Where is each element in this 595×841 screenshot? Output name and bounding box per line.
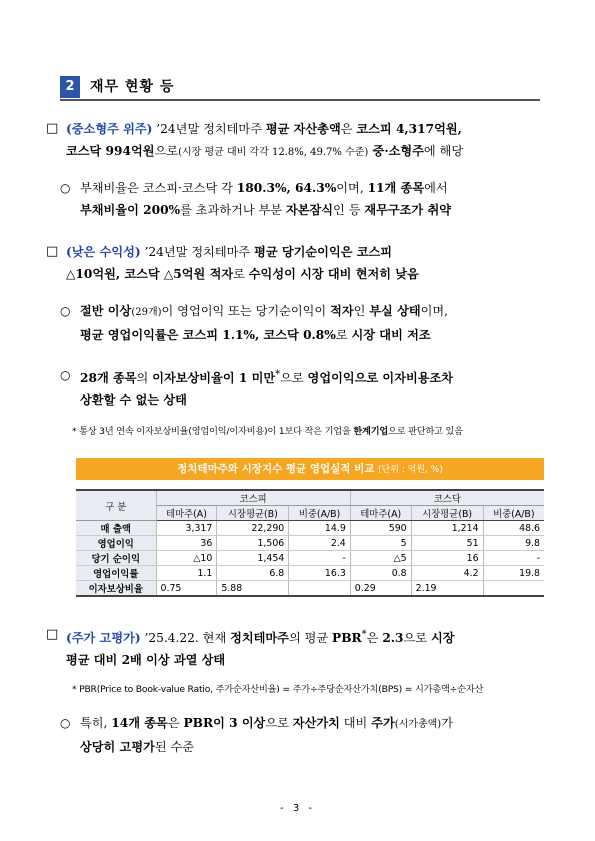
- table-cell: 1,506: [217, 536, 289, 551]
- table-row: [76, 551, 544, 566]
- table-title: 정치테마주와 시장지수 평균 영업실적 비교: [177, 463, 375, 475]
- text: 이며,: [336, 181, 368, 195]
- sub-paragraph-interest-coverage: [60, 364, 453, 411]
- table-cell: 5.88: [217, 581, 289, 597]
- text: 의 평균: [288, 631, 333, 646]
- text: 180.3%, 64.3%: [236, 181, 337, 195]
- checkbox-bullet-icon: □: [46, 244, 59, 259]
- section-divider: [60, 99, 540, 101]
- text: 상당히 고평가: [80, 740, 155, 754]
- table-cell: △5: [350, 551, 411, 566]
- table-cell: 2.4: [289, 536, 351, 551]
- text: (시장 평균 대비 각각 12.8%, 49.7% 수준): [178, 147, 369, 158]
- subheader: 시장평균(B): [411, 506, 483, 521]
- text: 평균 영업이익률은 코스피 1.1%, 코스닥 0.8%: [80, 328, 336, 342]
- text: 으로: [265, 716, 293, 730]
- subheader: 시장평균(B): [217, 506, 289, 521]
- text: 평균 당기순이익은 코스피: [254, 245, 393, 259]
- text: 2.3: [382, 631, 404, 646]
- circle-bullet-icon: ○: [60, 304, 71, 318]
- text: 재무구조가 취약: [364, 203, 451, 217]
- table-cell: 4.2: [411, 566, 483, 581]
- paragraph-overvaluation: [46, 624, 455, 671]
- text: 에 해당: [423, 144, 464, 158]
- table-cell: 3,317: [156, 521, 217, 536]
- circle-bullet-icon: ○: [60, 181, 71, 195]
- table-cell: 0.75: [156, 581, 217, 597]
- text: 11개 종목: [367, 181, 425, 195]
- table-cell: -: [289, 551, 351, 566]
- text: 부실 상태: [369, 304, 421, 318]
- text: 수익성이 시장 대비 현저히 낮음: [248, 267, 419, 281]
- table-cell: 590: [350, 521, 411, 536]
- text: 의: [136, 371, 153, 386]
- text: 은: [167, 716, 184, 730]
- text: 로: [233, 267, 249, 281]
- text: 28개 종목: [80, 371, 137, 386]
- subheader: 비중(A/B): [289, 506, 351, 521]
- table-cell: 16.3: [289, 566, 351, 581]
- table-unit: (단위 : 억원, %): [378, 465, 443, 475]
- paragraph-asset-size: [46, 118, 463, 164]
- text: 주가: [371, 716, 395, 730]
- table-cell: 0.8: [350, 566, 411, 581]
- table-cell: 6.8: [217, 566, 289, 581]
- footnote-marker: *: [275, 369, 281, 380]
- page-number: - 3 -: [280, 803, 315, 814]
- table-cell: 14.9: [289, 521, 351, 536]
- table-header-row: [76, 490, 544, 506]
- checkbox-bullet-icon: □: [46, 627, 59, 642]
- section-header: [60, 76, 540, 98]
- table-cell: 1.1: [156, 566, 217, 581]
- text: 시장 대비 저조: [351, 328, 431, 342]
- text: 자본잠식: [285, 203, 334, 217]
- section-title: 재무 현황 등: [90, 79, 175, 95]
- table-row: [76, 581, 544, 597]
- subheader: 테마주(A): [156, 506, 217, 521]
- checkbox-bullet-icon: □: [46, 121, 59, 136]
- paragraph-profitability: [46, 241, 419, 285]
- table-row: [76, 536, 544, 551]
- text: △10억원, 코스닥 △5억원 적자: [66, 267, 234, 281]
- topic-tag: (낮은 수익성): [66, 245, 141, 259]
- table-cell: 36: [156, 536, 217, 551]
- text: 으로: [280, 371, 308, 386]
- footnote-pbr-definition: [72, 683, 483, 697]
- text: ’24년말 정치테마주: [140, 245, 255, 259]
- text: 정치테마주: [230, 631, 289, 646]
- row-label: 이자보상비율: [76, 581, 156, 597]
- table-row: [76, 566, 544, 581]
- text: 평균 자산총액: [265, 122, 341, 136]
- subheader: 비중(A/B): [483, 506, 544, 521]
- table-title-bar: [76, 458, 544, 480]
- text: 부채비율은 코스피·코스닥 각: [80, 181, 237, 195]
- section-number: 2: [60, 76, 80, 98]
- header-group-kospi: 코스피: [156, 490, 350, 506]
- text: * 통상 3년 연속 이자보상비율(영업이익/이자비용)이 1보다 작은 기업을: [72, 426, 354, 437]
- text: 은: [366, 631, 383, 646]
- text: 로: [335, 328, 352, 342]
- table-cell: [289, 581, 351, 597]
- text: 인 등: [333, 203, 365, 217]
- circle-bullet-icon: ○: [60, 716, 71, 730]
- footnote-marginal-company: [72, 425, 463, 439]
- table-cell: 1,454: [217, 551, 289, 566]
- text: 이 영업이익 또는 당기순이익이: [161, 304, 331, 318]
- row-label: 영업이익률: [76, 566, 156, 581]
- table-cell: 2.19: [411, 581, 483, 597]
- text: 적자: [330, 304, 354, 318]
- text: * PBR(Price to Book-value Ratio, 주가순자산비율) = 주가÷주당순자산가치(BPS) = 시가총액÷순자산: [72, 684, 484, 695]
- text: 으로 판단하고 있음: [388, 426, 463, 437]
- text: 으로: [403, 631, 431, 646]
- topic-tag: (중소형주 위주): [66, 122, 153, 136]
- text: 14개 종목: [111, 716, 168, 730]
- table-cell: 16: [411, 551, 483, 566]
- circle-bullet-icon: ○: [60, 368, 71, 382]
- text: 상환할 수 없는 상태: [80, 393, 187, 408]
- topic-tag: (주가 고평가): [66, 631, 141, 646]
- table-row: [76, 521, 544, 536]
- table-cell: 22,290: [217, 521, 289, 536]
- text: 에서: [424, 181, 448, 195]
- row-label: 매 출액: [76, 521, 156, 536]
- text: (시가총액): [394, 719, 442, 730]
- text: 코스닥 994억원: [66, 144, 155, 158]
- row-label: 영업이익: [76, 536, 156, 551]
- table-cell: 9.8: [483, 536, 544, 551]
- table-cell: 1,214: [411, 521, 483, 536]
- text: 으로: [154, 144, 179, 158]
- text: 특히,: [80, 716, 112, 730]
- text: 된 수준: [154, 740, 195, 754]
- text: ’24년말 정치테마주: [152, 122, 266, 136]
- text: 코스피 4,317억원,: [356, 122, 462, 136]
- text: 부채비율이 200%: [80, 203, 181, 217]
- text: 은: [340, 122, 357, 136]
- text: 이자보상비율이 1 미만: [152, 371, 276, 386]
- table-cell: [483, 581, 544, 597]
- financial-comparison-table: [76, 489, 544, 597]
- text: 절반 이상: [80, 304, 132, 318]
- row-label: 당기 순이익: [76, 551, 156, 566]
- text: 가: [441, 716, 453, 730]
- text: 중·소형주: [368, 144, 424, 158]
- text: 한계기업: [353, 426, 389, 437]
- text: 인: [353, 304, 370, 318]
- text: 평균 대비 2배 이상 과열 상태: [66, 653, 226, 668]
- text: PBR이 3 이상: [183, 716, 266, 730]
- sub-paragraph-high-pbr: [60, 712, 453, 758]
- text: 영업이익으로 이자비용조차: [307, 371, 454, 386]
- text: ’25.4.22. 현재: [140, 631, 231, 646]
- sub-paragraph-deficit: [60, 300, 448, 346]
- table-cell: △10: [156, 551, 217, 566]
- header-category: 구 분: [76, 490, 156, 521]
- text: 자산가치: [292, 716, 340, 730]
- text: 를 초과하거나 부분: [180, 203, 286, 217]
- sub-paragraph-debt-ratio: [60, 177, 451, 221]
- table-cell: 5: [350, 536, 411, 551]
- text: 대비: [339, 716, 372, 730]
- text: 시장: [430, 631, 455, 646]
- header-group-kosdaq: 코스닥: [350, 490, 544, 506]
- text: 이며,: [420, 304, 449, 318]
- table-cell: 48.6: [483, 521, 544, 536]
- text: (29개): [131, 307, 162, 318]
- table-cell: 51: [411, 536, 483, 551]
- text: PBR: [332, 631, 362, 646]
- table-cell: -: [483, 551, 544, 566]
- footnote-marker: *: [361, 629, 367, 640]
- table-cell: 0.29: [350, 581, 411, 597]
- subheader: 테마주(A): [350, 506, 411, 521]
- table-cell: 19.8: [483, 566, 544, 581]
